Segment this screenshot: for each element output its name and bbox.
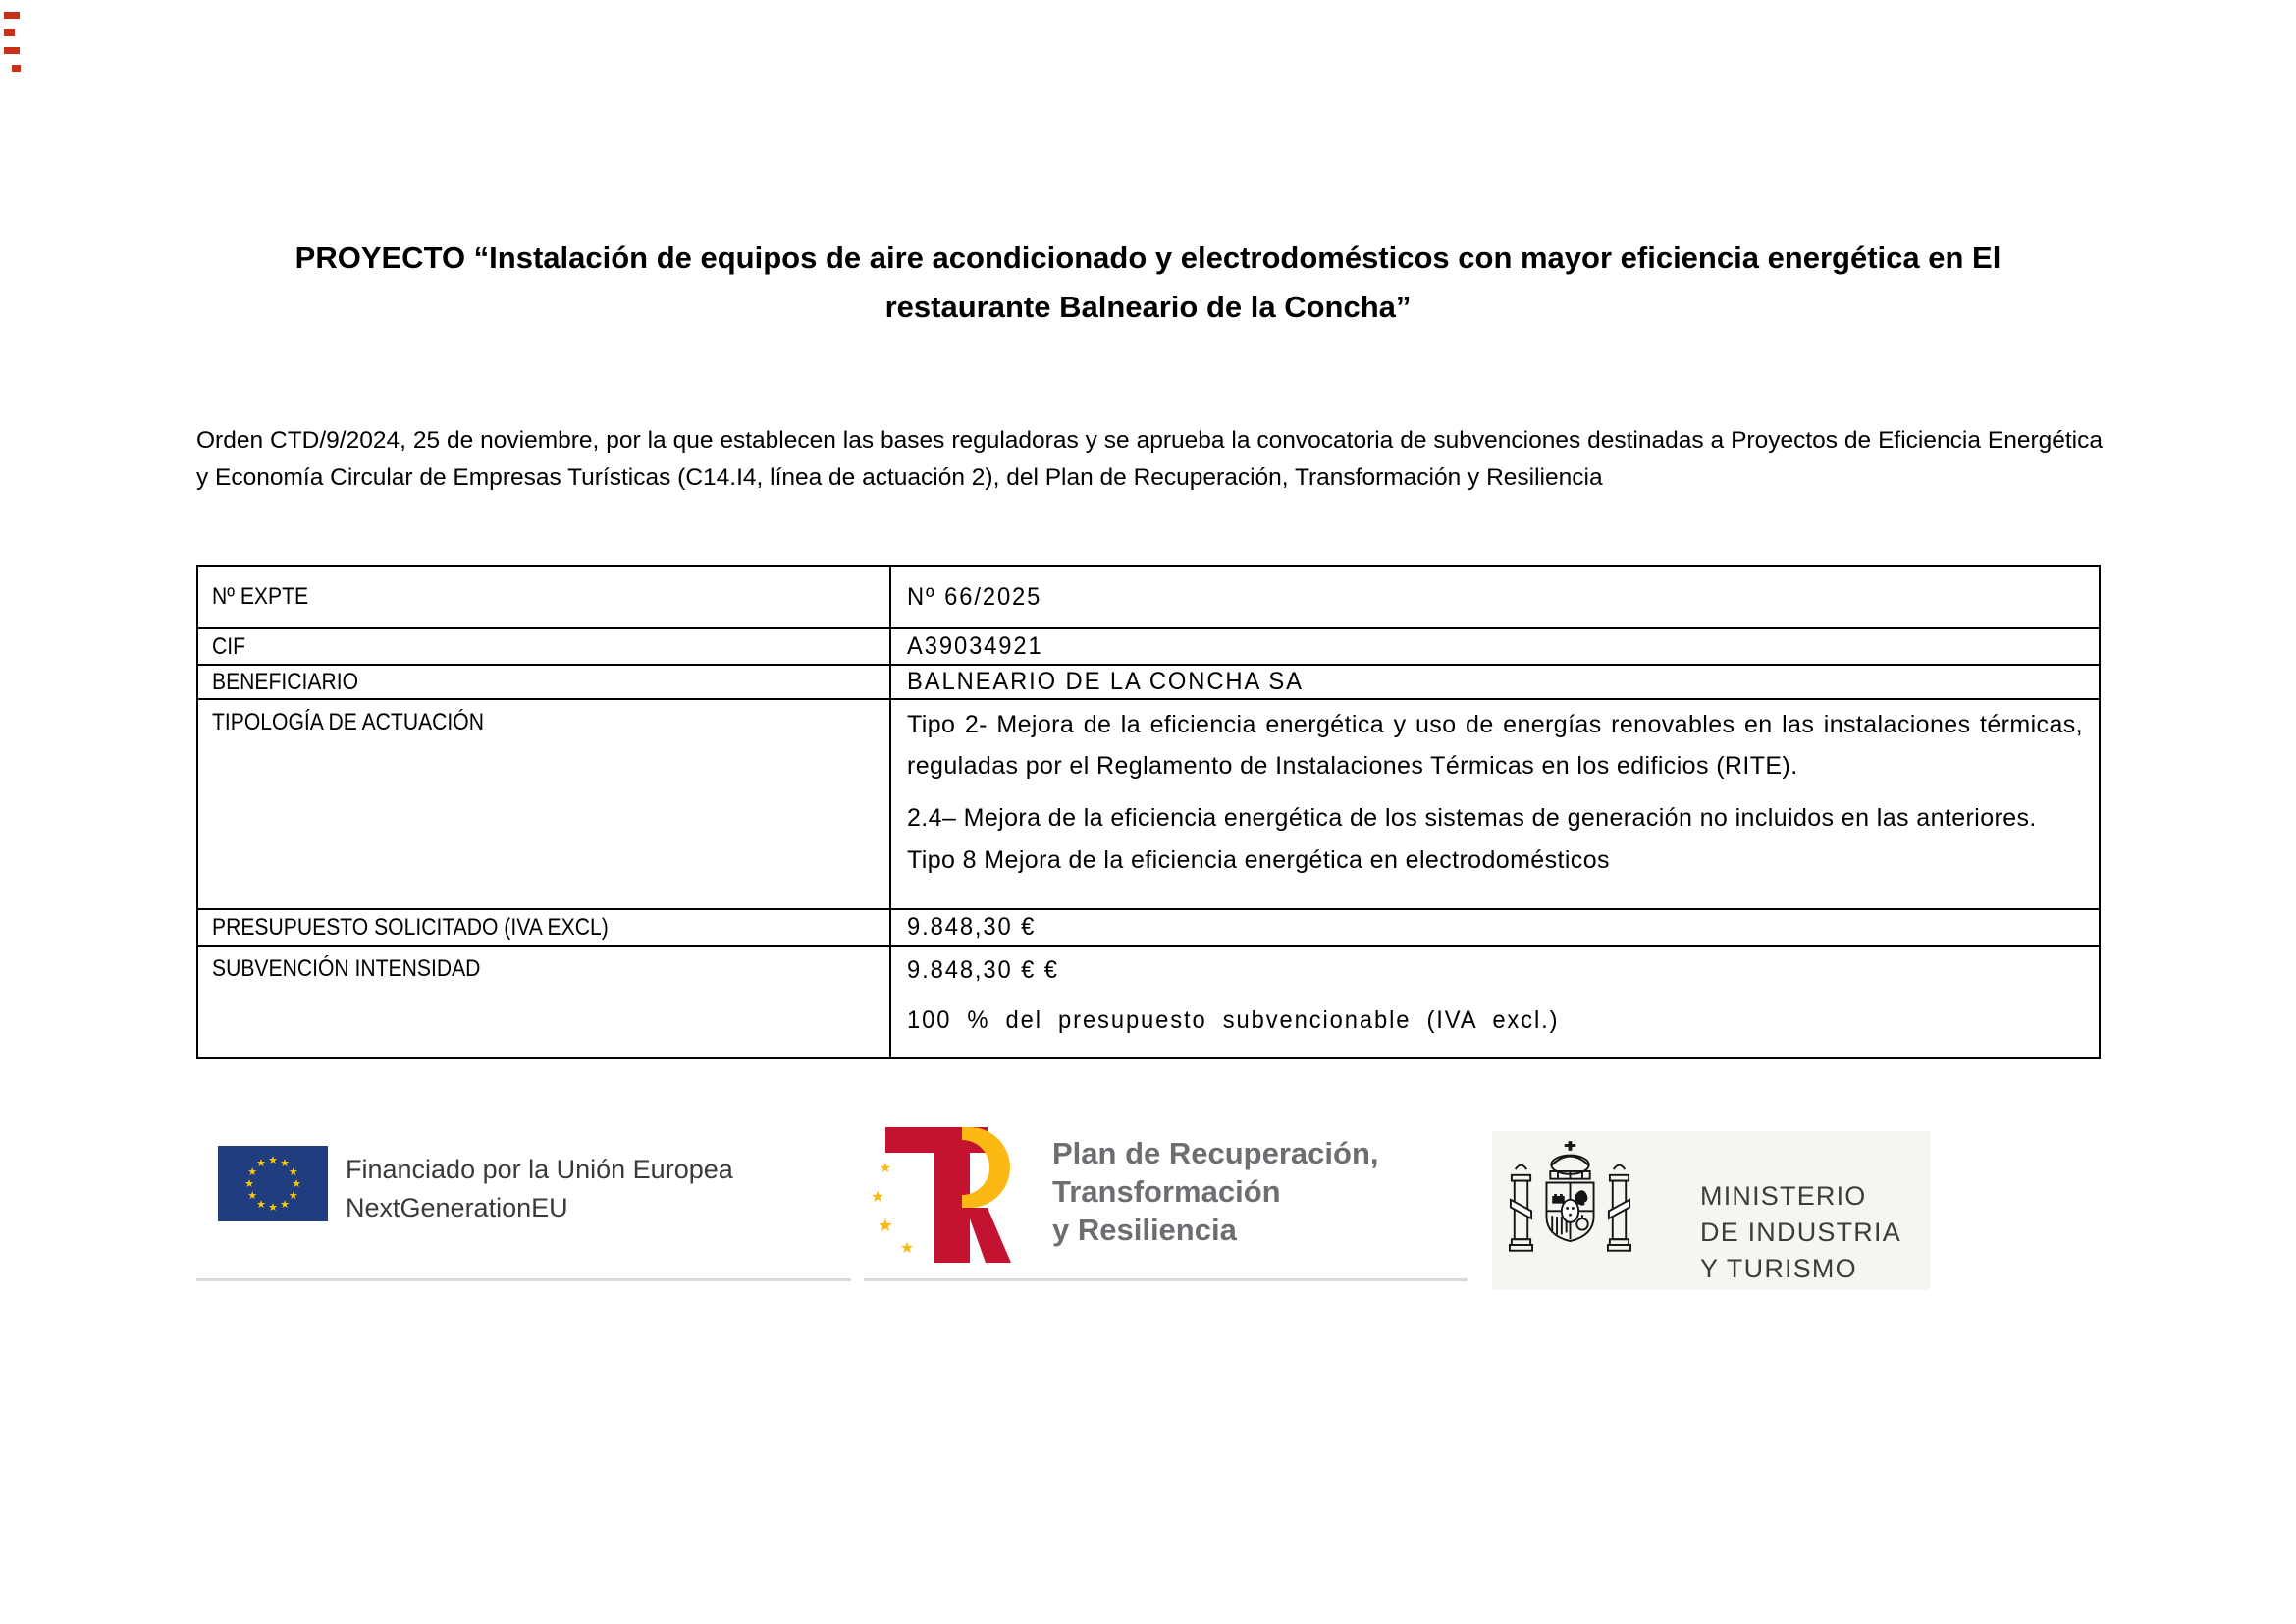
ministry-line-1: MINISTERIO: [1700, 1181, 1867, 1211]
row-value: 9.848,30 €: [907, 913, 1037, 941]
svg-text:★: ★: [899, 1238, 915, 1257]
ministry-line-3: Y TURISMO: [1700, 1254, 1857, 1283]
row-label: PRESUPUESTO SOLICITADO (IVA EXCL): [212, 913, 609, 941]
row-label: BENEFICIARIO: [212, 668, 359, 695]
svg-text:★: ★: [288, 1189, 298, 1202]
row-value-cell: [891, 629, 2099, 664]
row-label: CIF: [212, 632, 246, 660]
page-title-line-1: PROYECTO “Instalación de equipos de aire acondicionado y electrodomésticos con mayor eficiencia energética en El: [294, 241, 2002, 275]
table-row-subvencion: [198, 945, 2099, 1057]
svg-text:★: ★: [877, 1216, 894, 1236]
svg-text:★: ★: [256, 1157, 266, 1170]
svg-text:★: ★: [268, 1154, 278, 1166]
svg-text:★: ★: [268, 1201, 278, 1214]
svg-text:★: ★: [247, 1165, 258, 1178]
row-label-cell: [198, 629, 891, 664]
svg-text:★: ★: [870, 1187, 885, 1206]
eu-funding-line-2: NextGenerationEU: [346, 1193, 568, 1222]
tipologia-paragraph-3: Tipo 8 Mejora de la eficiencia energética en electrodomésticos: [907, 846, 1610, 874]
row-value-cell: [891, 567, 2099, 627]
separator-line-middle: [864, 1278, 1468, 1281]
prtr-logo-icon: [868, 1123, 1015, 1272]
tipologia-paragraph-2: 2.4– Mejora de la eficiencia energética de los sistemas de generación no incluidos en las anteriores.: [907, 804, 2037, 832]
svg-text:★: ★: [244, 1177, 254, 1190]
row-label-cell: [198, 666, 891, 698]
intro-paragraph: Orden CTD/9/2024, 25 de noviembre, por la que establecen las bases reguladoras y se aprueba la convocatoria de subvenciones destinadas a Proyectos de Eficiencia Energética y Economía Circular de Empresas Turísticas (C14.I4, línea de actuación 2), del Plan de Recuperación, Transformación y Resiliencia: [196, 427, 2103, 491]
table-row-tipologia: [198, 698, 2099, 908]
tipologia-paragraph-1: Tipo 2- Mejora de la eficiencia energética y uso de energías renovables en las instalaciones térmicas, reguladas por el Reglamento de Instalaciones Térmicas en los edificios (RITE).: [907, 711, 2083, 780]
table-row-beneficiario: [198, 664, 2099, 698]
svg-text:★: ★: [288, 1165, 298, 1178]
page-title: [0, 234, 2296, 332]
svg-text:★: ★: [256, 1197, 266, 1211]
svg-text:★: ★: [247, 1189, 258, 1202]
corner-marks: [4, 12, 21, 82]
prtr-line-1: Plan de Recuperación,: [1052, 1136, 1379, 1170]
eu-flag-icon: [218, 1146, 328, 1226]
subvencion-percentage: 100 % del presupuesto subvencionable (IVA excl.): [907, 1006, 1560, 1034]
subvencion-amount: 9.848,30 € €: [907, 956, 1059, 984]
row-value-cell: [891, 666, 2099, 698]
ministry-line-2: DE INDUSTRIA: [1700, 1218, 1901, 1247]
prtr-line-3: y Resiliencia: [1052, 1213, 1237, 1247]
svg-text:★: ★: [280, 1197, 290, 1211]
row-value: A39034921: [907, 632, 1043, 660]
table-row-expediente: [198, 567, 2099, 627]
table-row-presupuesto: [198, 908, 2099, 945]
row-label-cell: [198, 700, 891, 908]
table-row-cif: [198, 627, 2099, 664]
svg-text:★: ★: [879, 1161, 892, 1176]
row-label: TIPOLOGÍA DE ACTUACIÓN: [212, 709, 484, 735]
eu-funding-text: [346, 1151, 733, 1227]
row-label-cell: [198, 567, 891, 627]
row-label: SUBVENCIÓN INTENSIDAD: [212, 955, 481, 982]
row-value-cell: [891, 947, 2099, 1057]
svg-text:★: ★: [280, 1157, 290, 1170]
info-table: [196, 565, 2101, 1059]
svg-text:★: ★: [292, 1177, 301, 1190]
row-label: Nº EXPTE: [212, 583, 309, 610]
page-title-line-2: restaurante Balneario de la Concha”: [884, 290, 1412, 324]
row-value-cell: [891, 910, 2099, 945]
prtr-line-2: Transformación: [1052, 1174, 1281, 1209]
row-value: BALNEARIO DE LA CONCHA SA: [907, 668, 1304, 695]
eu-funding-line-1: Financiado por la Unión Europea: [346, 1155, 733, 1184]
row-label-cell: [198, 910, 891, 945]
spain-coat-of-arms-icon: [1509, 1141, 1631, 1278]
row-value: Nº 66/2025: [907, 582, 1042, 611]
ministry-text: [1700, 1178, 1901, 1287]
row-value-cell: [891, 700, 2099, 908]
row-label-cell: [198, 947, 891, 1057]
prtr-text: [1052, 1134, 1379, 1249]
separator-line-left: [196, 1278, 851, 1281]
